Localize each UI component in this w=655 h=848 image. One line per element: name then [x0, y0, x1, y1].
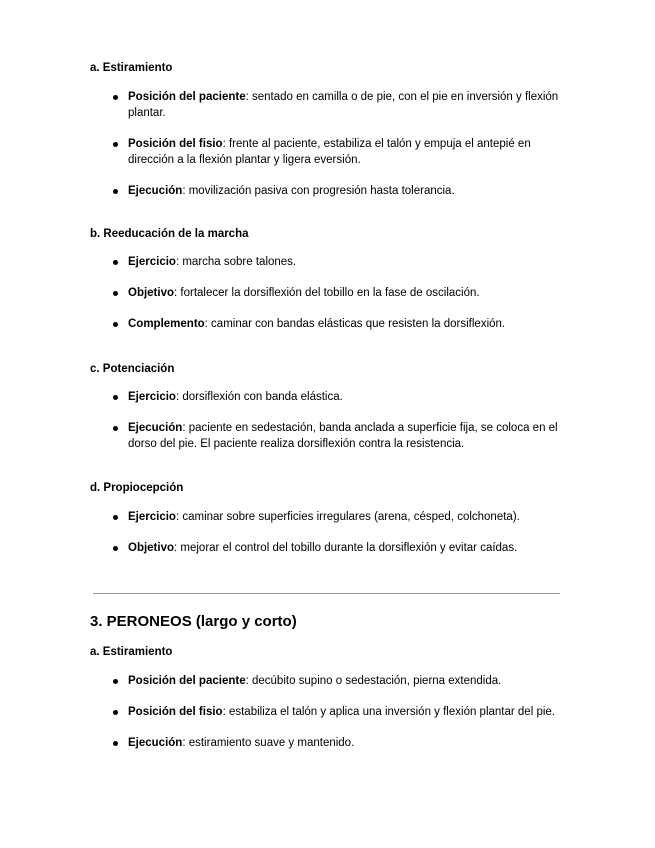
item-label: Objetivo: [128, 542, 175, 554]
item-label: Posición del paciente: [128, 675, 246, 687]
item-text: : marcha sobre talones.: [175, 256, 297, 268]
item-label: Ejecución: [128, 185, 183, 197]
list-item: [90, 285, 570, 301]
bullet-list-estiramiento: [90, 89, 570, 199]
section-heading-reeducacion: b. Reeducación de la marcha: [90, 228, 249, 240]
bullet-list-peroneos: [90, 673, 570, 751]
section-heading-potenciacion: c. Potenciación: [90, 363, 175, 375]
item-text: : paciente en sedestación, banda anclada a superficie fija, se coloca en el dorso del pie. El paciente realiza dorsiflexión contra la resistencia.: [128, 422, 558, 450]
item-label: Ejercicio: [128, 256, 176, 268]
item-label: Ejecución: [128, 737, 183, 749]
item-text: : sentado en camilla o de pie, con el pie en inversión y flexión plantar.: [128, 91, 559, 119]
list-item: [90, 136, 570, 168]
item-label: Ejercicio: [128, 511, 176, 523]
item-label: Posición del fisio: [128, 706, 223, 718]
item-label: Ejercicio: [128, 391, 176, 403]
list-item: [90, 316, 570, 332]
item-text: : fortalecer la dorsiflexión del tobillo en la fase de oscilación.: [174, 287, 480, 299]
horizontal-divider: [93, 593, 560, 594]
item-label: Posición del fisio: [128, 138, 223, 150]
item-text: : mejorar el control del tobillo durante la dorsiflexión y evitar caídas.: [174, 542, 518, 554]
list-item: [90, 704, 570, 720]
list-item: [90, 540, 570, 556]
item-text: : caminar con bandas elásticas que resisten la dorsiflexión.: [204, 318, 506, 330]
section-heading-estiramiento-peroneos: a. Estiramiento: [90, 646, 173, 658]
item-text: : estabiliza el talón y aplica una inversión y flexión plantar del pie.: [222, 706, 555, 718]
bullet-list-propiocepcion: [90, 509, 570, 556]
section-title-peroneos: 3. PERONEOS (largo y corto): [90, 613, 297, 630]
list-item: [90, 735, 570, 751]
item-text: : movilización pasiva con progresión hasta tolerancia.: [182, 185, 455, 197]
list-item: [90, 673, 570, 689]
list-item: [90, 89, 570, 121]
item-label: Complemento: [128, 318, 205, 330]
item-text: : caminar sobre superficies irregulares (arena, césped, colchoneta).: [175, 511, 520, 523]
list-item: [90, 509, 570, 525]
section-heading-estiramiento: a. Estiramiento: [90, 62, 173, 74]
list-item: [90, 389, 570, 405]
item-text: : decúbito supino o sedestación, pierna extendida.: [245, 675, 502, 687]
bullet-list-potenciacion: [90, 389, 570, 452]
list-item: [90, 183, 570, 199]
item-text: : frente al paciente, estabiliza el talón y empuja el antepié en dirección a la flexión plantar y ligera eversión.: [128, 138, 531, 166]
list-item: [90, 420, 570, 452]
item-label: Posición del paciente: [128, 91, 246, 103]
section-heading-propiocepcion: d. Propiocepción: [90, 482, 184, 494]
item-label: Ejecución: [128, 422, 183, 434]
item-text: : dorsiflexión con banda elástica.: [175, 391, 343, 403]
item-text: : estiramiento suave y mantenido.: [182, 737, 355, 749]
list-item: [90, 254, 570, 270]
bullet-list-reeducacion: [90, 254, 570, 332]
item-label: Objetivo: [128, 287, 175, 299]
